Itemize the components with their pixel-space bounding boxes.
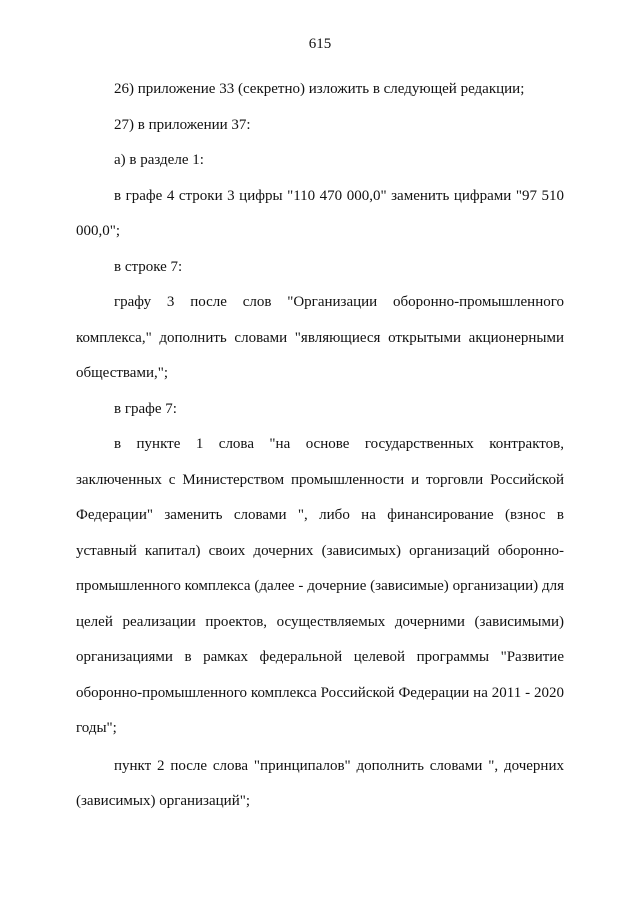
paragraph-column-4-row-3: в графе 4 строки 3 цифры "110 470 000,0" заменить цифрами "97 510 000,0";: [76, 187, 564, 239]
paragraph-row-7: в строке 7:: [114, 258, 183, 275]
paragraph-section-1: а) в разделе 1:: [114, 152, 204, 168]
page-number: 615: [308, 36, 332, 52]
paragraph-column-7: в графе 7:: [114, 400, 177, 417]
paragraph-item-26: 26) приложение 33 (секретно) изложить в следующей редакции;: [114, 81, 525, 97]
paragraph-point-1: в пункте 1 слова "на основе государственных контрактов, заключенных с Министерством промышленности и торговли Российской Федерации" заменить словами ", либо на финансирование (взнос в уставный капитал) своих дочерних (зависимых) организаций оборонно-промышленного комплекса (далее - дочерние (зависимые) организации) для целей реализации проектов, осуществляемых дочерними (зависимыми) организациями в рамках федеральной целевой программы "Развитие оборонно-промышленного комплекса Российской Федерации на 2011 - 2020 годы";: [76, 436, 564, 736]
paragraph-column-3: графу 3 после слов "Организации оборонно-промышленного комплекса," дополнить словами "являющиеся открытыми акционерными обществами,";: [76, 294, 564, 381]
paragraph-point-2: пункт 2 после слова "принципалов" дополнить словами ", дочерних (зависимых) организаций";: [76, 757, 564, 809]
document-body: [76, 72, 564, 820]
paragraph-item-27: 27) в приложении 37:: [114, 116, 251, 133]
